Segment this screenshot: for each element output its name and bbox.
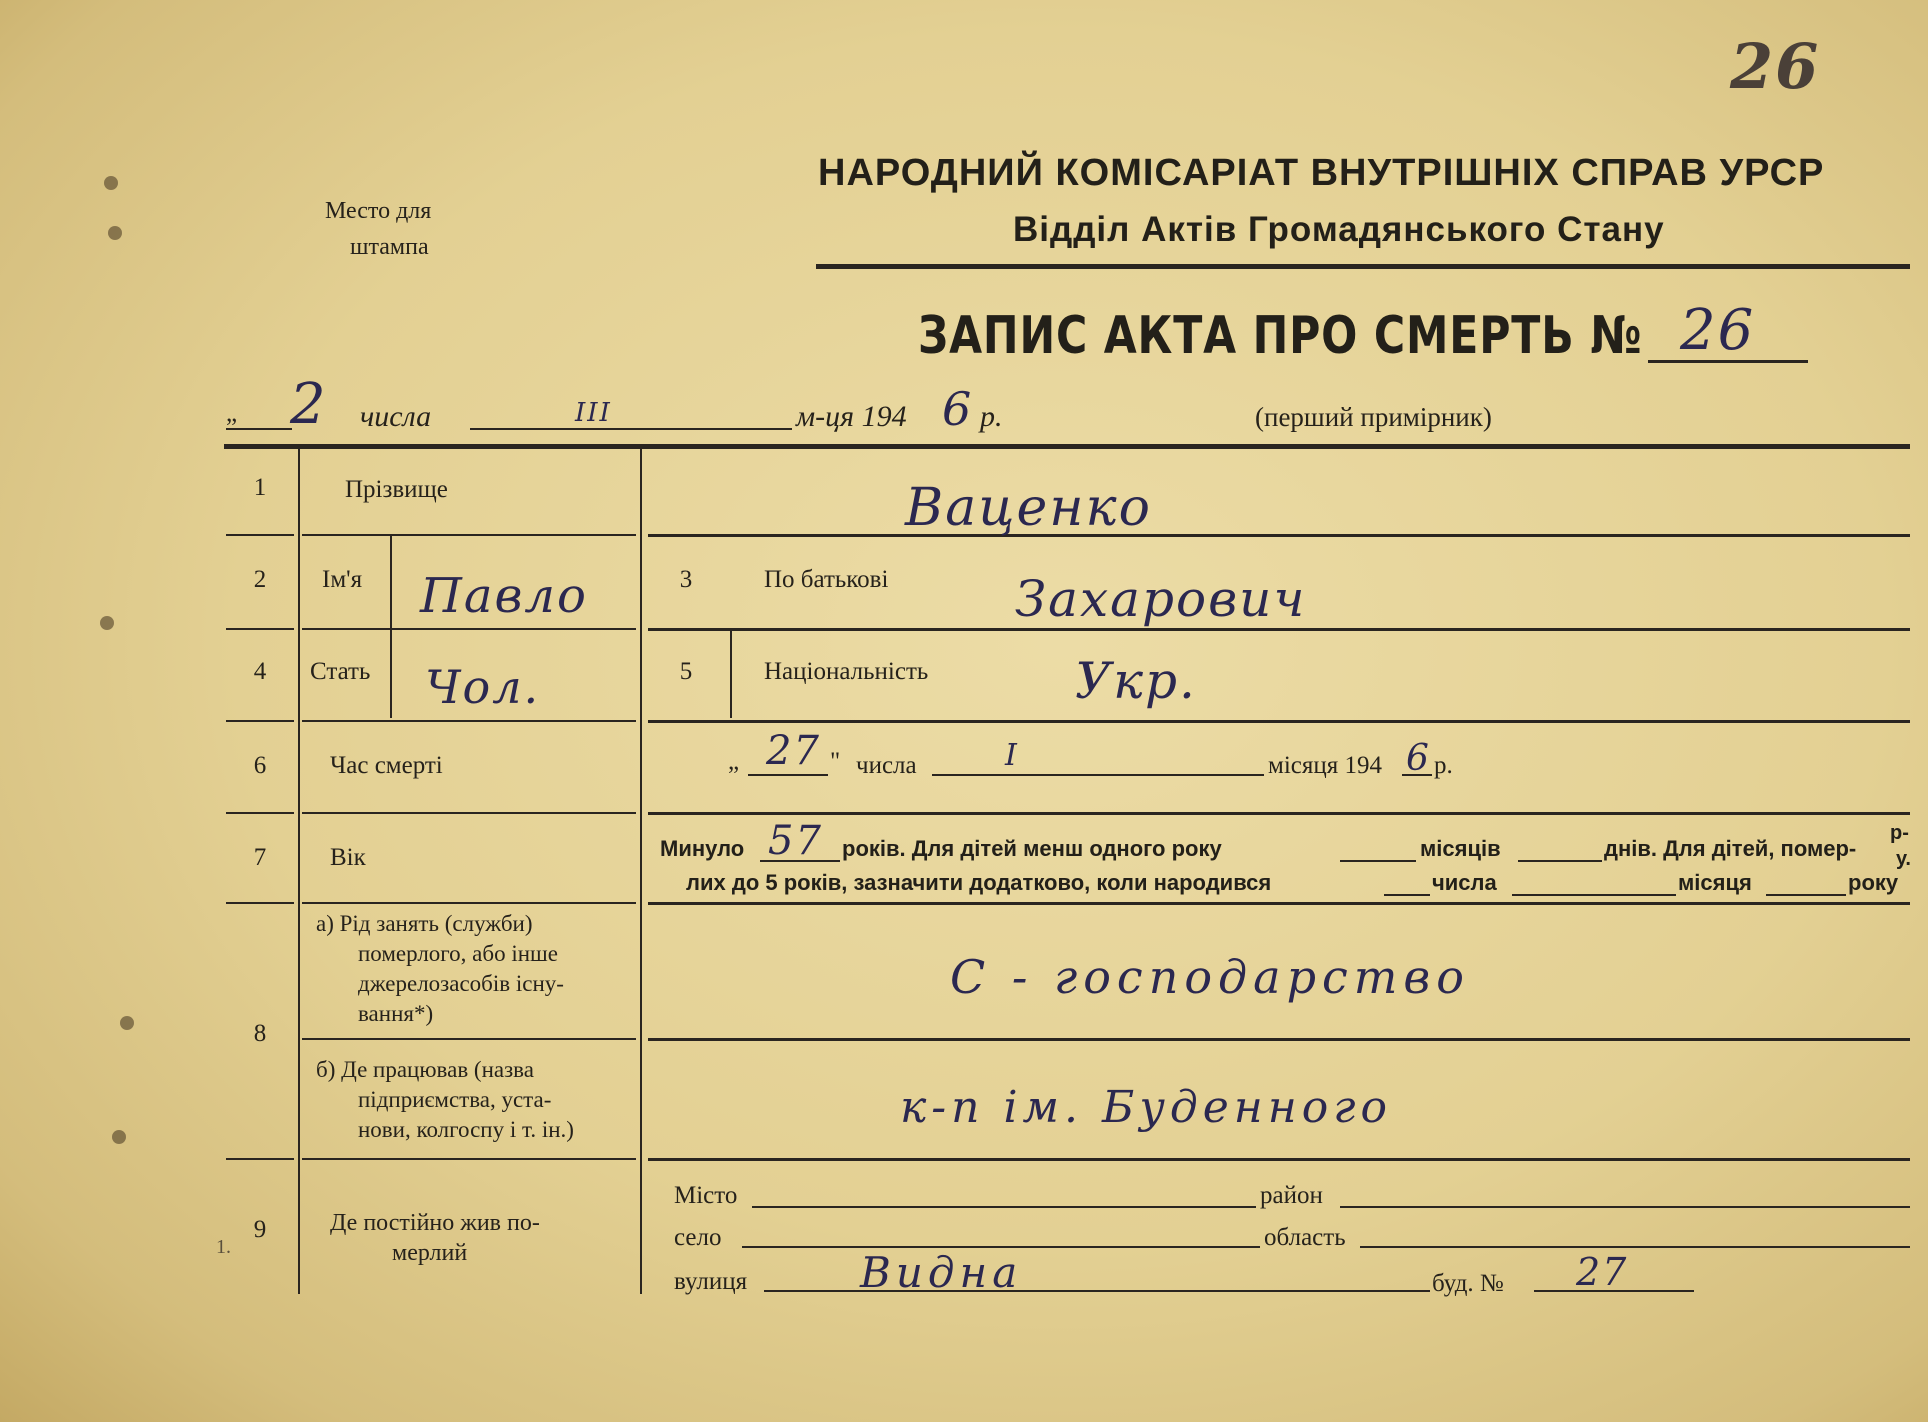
- death-year-suffix: р.: [1434, 752, 1453, 779]
- row-separator: [226, 534, 294, 536]
- age-margin-2: у.: [1896, 848, 1911, 870]
- residence-label-1: Де постійно жив по-: [330, 1210, 540, 1236]
- first-name-value: Павло: [420, 568, 588, 624]
- date-day-line: [226, 428, 292, 430]
- date-year-digit: 6: [942, 382, 974, 436]
- district-line: [1340, 1206, 1910, 1208]
- row-separator: [302, 812, 636, 814]
- death-month-line: [932, 774, 1264, 776]
- street-value: Видна: [860, 1248, 1023, 1297]
- street-label: вулиця: [674, 1268, 748, 1295]
- table-top-rule: [224, 444, 1910, 449]
- table-vline: [298, 448, 300, 1294]
- sex-value: Чол.: [425, 660, 541, 714]
- header-rule: [816, 264, 1910, 269]
- department-header: Відділ Актів Громадянського Стану: [1013, 210, 1665, 249]
- date-day-label: числа: [360, 400, 432, 433]
- occupation-label-3: джерелозасобів існу-: [358, 971, 564, 996]
- age-birth-year-line: [1766, 894, 1846, 896]
- occupation-label-2: померлого, або інше: [358, 941, 558, 966]
- date-month: ІІІ: [575, 398, 612, 428]
- age-birth-month-line: [1512, 894, 1676, 896]
- row-separator: [302, 628, 636, 630]
- village-label: село: [674, 1224, 722, 1251]
- row-separator: [302, 720, 636, 722]
- row-separator: [226, 1158, 294, 1160]
- date-open-quote: „: [226, 400, 238, 427]
- row-separator: [648, 628, 1910, 631]
- date-year-suffix: р.: [980, 400, 1003, 433]
- ministry-header: НАРОДНИЙ КОМІСАРІАТ ВНУТРІШНІХ СПРАВ УРСР: [818, 152, 1825, 194]
- age-years: 57: [768, 818, 823, 864]
- binder-hole: [100, 616, 114, 630]
- row-separator: [648, 720, 1910, 723]
- death-close-quote: ": [830, 748, 841, 775]
- house-value: 27: [1576, 1250, 1629, 1294]
- death-year-digit: 6: [1406, 738, 1431, 779]
- oblast-line: [1360, 1246, 1910, 1248]
- date-month-line: [470, 428, 792, 430]
- death-day: 27: [766, 728, 821, 774]
- death-month-label: місяця 194: [1268, 752, 1382, 779]
- row-separator: [302, 1038, 636, 1040]
- copy-label: (перший примірник): [1255, 402, 1492, 432]
- surname-value: Ваценко: [905, 478, 1152, 538]
- row-number: 1: [253, 474, 267, 501]
- binder-hole: [104, 176, 118, 190]
- age-birth-day-label: числа: [1432, 870, 1497, 895]
- age-line2: лих до 5 років, зазначити додатково, коли народився: [686, 870, 1272, 895]
- residence-label-2: мерлий: [392, 1240, 468, 1266]
- row-separator: [648, 534, 1910, 537]
- row-number: 9: [253, 1216, 267, 1243]
- age-margin-1: р-: [1890, 822, 1909, 844]
- row-separator: [226, 628, 294, 630]
- age-birth-year-label: року: [1848, 870, 1899, 895]
- row-separator: [226, 720, 294, 722]
- patronymic-value: Захарович: [1015, 570, 1307, 628]
- age-minulo-label: Минуло: [660, 836, 745, 861]
- first-name-label: Ім'я: [322, 566, 363, 593]
- age-line1: років. Для дітей менш одного року: [842, 836, 1222, 861]
- death-day-label: числа: [856, 752, 917, 779]
- row-margin-number: 1.: [216, 1236, 231, 1258]
- row-number: 2: [253, 566, 267, 593]
- age-months-line: [1340, 860, 1416, 862]
- row-separator: [226, 812, 294, 814]
- city-label: Місто: [674, 1182, 738, 1209]
- workplace-label-2: підприємства, уста-: [358, 1087, 552, 1112]
- surname-label: Прізвище: [345, 476, 448, 503]
- row-separator: [648, 1158, 1910, 1161]
- row-number: 6: [253, 752, 267, 779]
- row-separator: [302, 534, 636, 536]
- row-separator: [226, 902, 294, 904]
- age-days-label: днів. Для дітей, помер-: [1604, 836, 1857, 861]
- table-vline: [390, 536, 392, 718]
- row-number: 7: [253, 844, 267, 871]
- occupation-label-4: вання*): [358, 1001, 434, 1026]
- sex-label: Стать: [310, 658, 371, 685]
- workplace-label-3: нови, колгоспу і т. ін.): [358, 1117, 574, 1142]
- occupation-label-1: а) Рід занять (служби): [316, 911, 533, 936]
- death-day-line: [748, 774, 828, 776]
- row-separator: [302, 1158, 636, 1160]
- workplace-label-1: б) Де працював (назва: [316, 1057, 534, 1082]
- row-separator: [648, 812, 1910, 815]
- oblast-label: область: [1264, 1224, 1346, 1251]
- age-birth-day-line: [1384, 894, 1430, 896]
- age-birth-month-label: місяця: [1678, 870, 1752, 895]
- death-month: І: [1005, 738, 1019, 773]
- stamp-place-line2: штампа: [350, 234, 429, 260]
- row-number: 8: [253, 1020, 267, 1047]
- date-month-label: м-ця 194: [796, 400, 907, 433]
- time-of-death-label: Час смерті: [330, 752, 443, 779]
- patronymic-label: По батькові: [764, 566, 889, 593]
- nationality-label: Національність: [764, 658, 929, 685]
- age-days-line: [1518, 860, 1602, 862]
- age-months-label: місяців: [1420, 836, 1501, 861]
- city-line: [752, 1206, 1256, 1208]
- binder-hole: [108, 226, 122, 240]
- row-separator: [648, 902, 1910, 905]
- binder-hole: [120, 1016, 134, 1030]
- record-number-line: [1648, 360, 1808, 363]
- row-number: 5: [679, 658, 693, 685]
- archive-number: 26: [1730, 30, 1821, 103]
- death-open-quote: „: [728, 748, 740, 775]
- row-separator: [648, 1038, 1910, 1041]
- row-number: 4: [253, 658, 267, 685]
- record-title: ЗАПИС АКТА ПРО СМЕРТЬ №: [918, 306, 1643, 366]
- binder-hole: [112, 1130, 126, 1144]
- table-vline: [640, 448, 642, 1294]
- record-number: 26: [1680, 298, 1756, 363]
- workplace-value: к-п ім. Буденного: [900, 1082, 1392, 1133]
- district-label: район: [1260, 1182, 1323, 1209]
- stamp-place-line1: Место для: [325, 198, 432, 224]
- nationality-value: Укр.: [1075, 652, 1197, 710]
- house-label: буд. №: [1432, 1270, 1504, 1297]
- table-vline: [730, 630, 732, 718]
- row-separator: [302, 902, 636, 904]
- row-number: 3: [679, 566, 693, 593]
- occupation-value: С - господарство: [950, 950, 1470, 1004]
- age-label: Вік: [330, 844, 366, 871]
- date-day: 2: [290, 372, 328, 437]
